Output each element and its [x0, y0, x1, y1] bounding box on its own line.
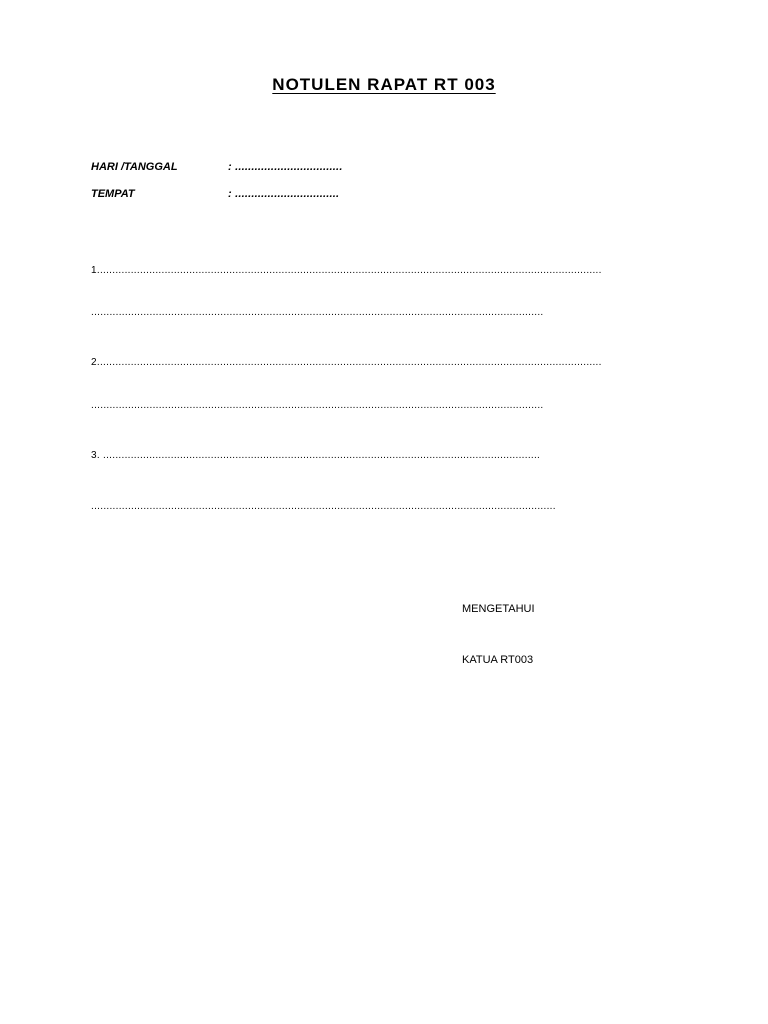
item-3-line: 3. ..............................................................................................................................................	[91, 450, 541, 461]
signer-role: KATUA RT003	[462, 654, 534, 666]
acknowledge-label: MENGETAHUI	[462, 603, 535, 615]
date-value: : .................................	[228, 161, 343, 173]
item-2-line: 2....................................................................................................................................................................	[91, 357, 602, 368]
item-2-continuation-line: ...................................................................................................................................................	[91, 400, 544, 411]
item-3-continuation-line: .......................................................................................................................................................	[91, 501, 556, 512]
page-title: NOTULEN RAPAT RT 003	[272, 75, 496, 94]
place-value: : ................................	[228, 188, 340, 200]
date-label: HARI /TANGGAL	[91, 161, 178, 173]
place-label: TEMPAT	[91, 188, 135, 200]
item-1-line: 1....................................................................................................................................................................	[91, 265, 602, 276]
item-1-continuation-line: ...................................................................................................................................................	[91, 307, 544, 318]
